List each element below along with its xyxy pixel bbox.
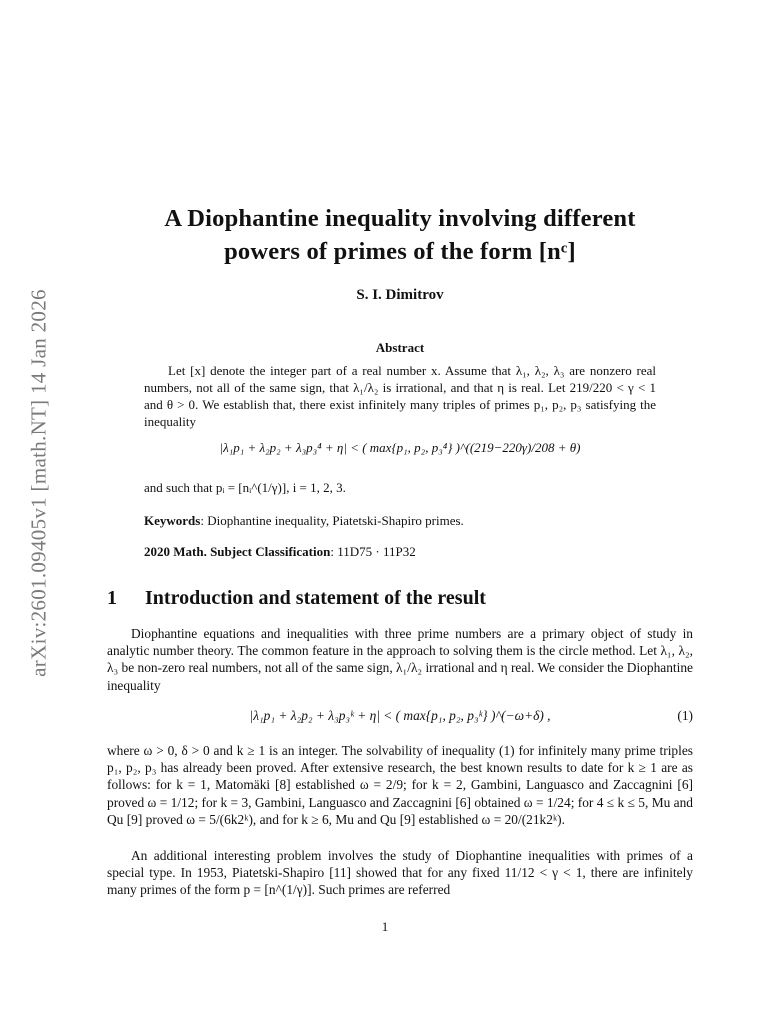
title-line-1: A Diophantine inequality involving different (164, 205, 636, 232)
msc-label: 2020 Math. Subject Classification (144, 544, 331, 559)
equation-1 (107, 708, 693, 724)
intro-paragraph-2: where ω > 0, δ > 0 and k ≥ 1 is an integer. The solvability of inequality (1) for infinitely many prime triples p₁, p₂, p₃ has already been proved. After extensive research, the best known results to date for k ≥ 1 are as follows: for k = 1, Matomäki [8] established ω = 2/9; for k = 2, Gambini, Languasco and Zaccagnini [6] proved ω = 1/12; for k = 3, Gambini, Languasco and Zaccagnini [6] obtained ω = 1/24; for 4 ≤ k ≤ 5, Mu and Qu [9] proved ω = 5/(6k2ᵏ), and for k ≥ 6, Mu and Qu [9] established ω = 20/(21k2ᵏ). (107, 743, 693, 827)
intro-paragraph-3: An additional interesting problem involves the study of Diophantine inequalities with primes of a special type. In 1953, Piatetski-Shapiro [11] showed that for any fixed 11/12 < γ < 1, there are infinitely many primes of the form p = [n^(1/γ)]. Such primes are referred (107, 848, 693, 898)
section-number: 1 (107, 587, 117, 609)
abstract-inequality: |λ₁p₁ + λ₂p₂ + λ₃p₃⁴ + η| < ( max{p₁, p₂, p₃⁴} )^((219−220γ)/208 + θ) (219, 440, 581, 455)
paper-title (90, 202, 710, 268)
intro-paragraph-1: Diophantine equations and inequalities with three prime numbers are a primary object of study in analytic number theory. The common feature in the approach to solving them is the circle method. Let λ₁, λ₂, λ₃ be non-zero real numbers, not all of the same sign, λ₁/λ₂ irrational and η real. We consider the Diophantine inequality (107, 626, 693, 693)
title-line-2: powers of primes of the form [nᶜ] (224, 238, 576, 265)
page-number: 1 (381, 919, 389, 934)
keywords-line (144, 513, 656, 529)
keywords-text: : Diophantine inequality, Piatetski-Shapiro primes. (200, 513, 464, 528)
equation-1-body: |λ₁p₁ + λ₂p₂ + λ₃p₃ᵏ + η| < ( max{p₁, p₂, p₃ᵏ} )^(−ω+δ) , (249, 708, 551, 723)
msc-line (144, 544, 656, 560)
abstract-condition: and such that pᵢ = [nᵢ^(1/γ)], i = 1, 2, 3. (144, 480, 346, 495)
author-name: S. I. Dimitrov (356, 287, 444, 303)
section-heading (107, 587, 486, 610)
keywords-label: Keywords (144, 513, 201, 528)
abstract-heading: Abstract (375, 340, 425, 355)
msc-text: : 11D75 · 11P32 (330, 544, 416, 559)
arxiv-id: arXiv:2601.09405v1 [math.NT] 14 Jan 2026 (26, 289, 51, 677)
abstract-text: Let [x] denote the integer part of a real number x. Assume that λ₁, λ₂, λ₃ are nonzero real numbers, not all of the same sign, that λ₁/λ₂ is irrational, and that η is real. Let 219/220 < γ < 1 and θ > 0. We establish that, there exist infinitely many triples of primes p₁, p₂, p₃ satisfying the inequality (144, 363, 656, 429)
arxiv-sidebar-stamp (22, 288, 56, 678)
section-title: Introduction and statement of the result (145, 587, 486, 609)
equation-1-number: (1) (677, 708, 693, 723)
